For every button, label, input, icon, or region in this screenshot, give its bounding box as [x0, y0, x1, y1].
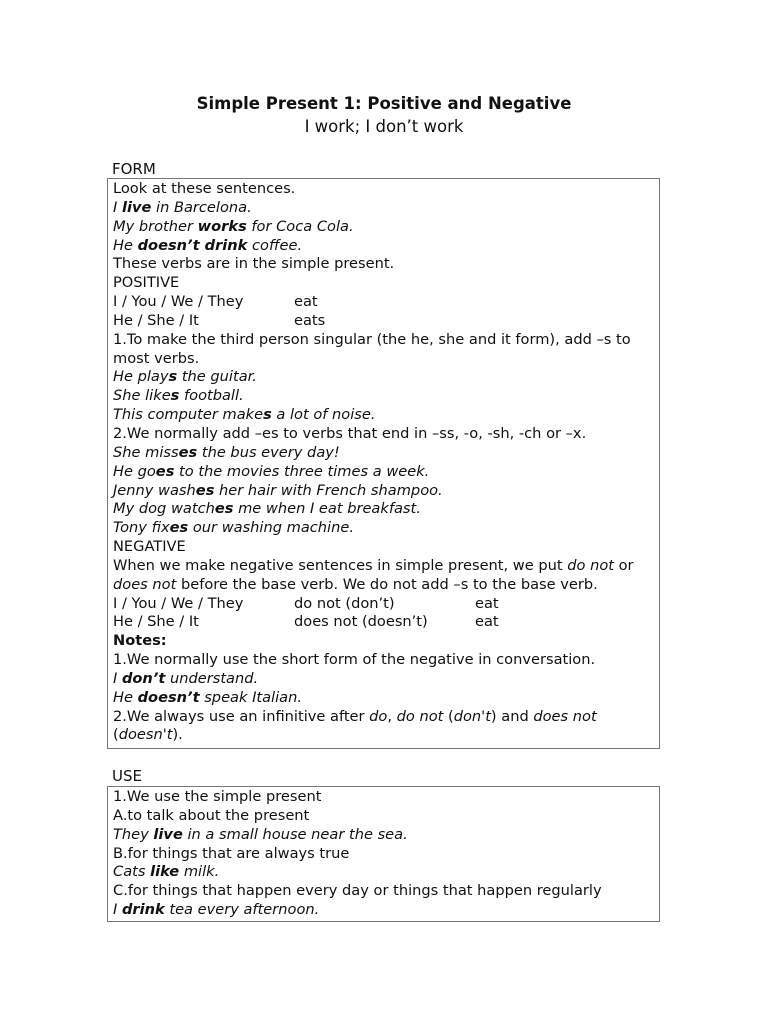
example-sentence: They live in a small house near the sea. — [113, 825, 408, 843]
form-box — [107, 178, 660, 749]
conjugation-row: I / You / We / They do not (don’t) eat — [113, 594, 499, 612]
example-sentence: Jenny washes her hair with French shampoo. — [113, 481, 443, 499]
use-text: 1.We use the simple present — [113, 788, 322, 805]
example-sentence: I drink tea every afternoon. — [113, 901, 320, 919]
use-text: C.for things that happen every day or things that happen regularly — [113, 882, 602, 900]
conjugation-row: He / She / It does not (doesn’t) eat — [113, 613, 499, 631]
rule-text: 1.To make the third person singular (the he, she and it form), add –s to most verbs. — [113, 330, 631, 367]
form-section-label: FORM — [112, 160, 156, 178]
use-text: A.to talk about the present — [113, 806, 310, 824]
page-subtitle: I work; I don’t work — [304, 117, 464, 136]
use-box — [107, 786, 660, 922]
example-sentence: Cats like milk. — [113, 863, 220, 881]
example-sentence: He goes to the movies three times a week. — [113, 462, 430, 480]
notes-heading: Notes: — [113, 632, 167, 650]
example-sentence: She misses the bus every day! — [113, 443, 340, 461]
use-text: B.for things that are always true — [113, 844, 350, 862]
negative-intro: When we make negative sentences in simple present, we put do not or does not before the base verb. We do not add –s to the base verb. — [113, 556, 634, 593]
use-section-label: USE — [112, 767, 142, 785]
conjugation-row: He / She / It eats — [113, 311, 326, 329]
positive-heading: POSITIVE — [113, 274, 180, 292]
example-sentence: She likes football. — [113, 387, 244, 405]
example-sentence: He plays the guitar. — [113, 368, 257, 386]
form-note: These verbs are in the simple present. — [113, 255, 395, 273]
conjugation-row: I / You / We / They eat — [113, 293, 318, 311]
example-sentence: He doesn’t drink coffee. — [113, 236, 303, 254]
example-sentence: I don’t understand. — [113, 669, 259, 687]
example-sentence: He doesn’t speak Italian. — [113, 688, 302, 706]
example-sentence: My dog watches me when I eat breakfast. — [113, 500, 421, 518]
note-text: 1.We normally use the short form of the negative in conversation. — [113, 651, 596, 669]
example-sentence: My brother works for Coca Cola. — [113, 217, 354, 235]
form-intro: Look at these sentences. — [113, 180, 296, 197]
rule-text: 2.We normally add –es to verbs that end in –ss, -o, -sh, -ch or –x. — [113, 424, 587, 442]
negative-heading: NEGATIVE — [113, 538, 186, 556]
example-sentence: This computer makes a lot of noise. — [113, 406, 376, 424]
example-sentence: Tony fixes our washing machine. — [113, 519, 354, 537]
example-sentence: I live in Barcelona. — [113, 198, 252, 216]
page-title: Simple Present 1: Positive and Negative — [196, 94, 572, 113]
note-text: 2.We always use an infinitive after do, do not (don't) and does not (doesn't). — [113, 707, 597, 744]
